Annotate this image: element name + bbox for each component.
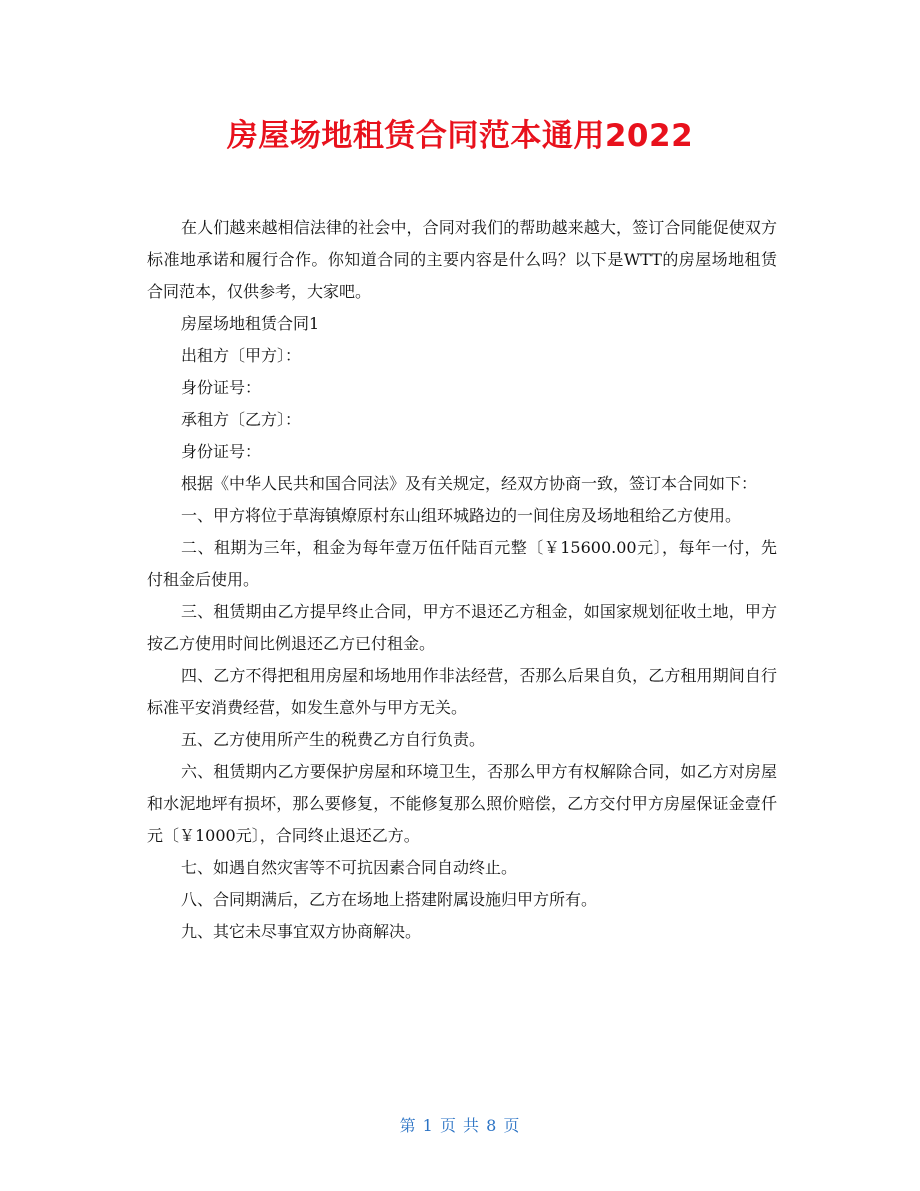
clause-2: 二、租期为三年，租金为每年壹万伍仟陆百元整〔￥15600.00元〕，每年一付，先付租金后使用。 xyxy=(147,538,777,589)
clause-7: 七、如遇自然灾害等不可抗因素合同自动终止。 xyxy=(181,858,518,877)
clause-3: 三、租赁期由乙方提早终止合同，甲方不退还乙方租金，如国家规划征收土地，甲方按乙方使用时间比例退还乙方已付租金。 xyxy=(147,602,777,653)
lessor-id-line: 身份证号： xyxy=(181,378,262,397)
clause-6: 六、租赁期内乙方要保护房屋和环境卫生，否那么甲方有权解除合同，如乙方对房屋和水泥地坪有损坏，那么要修复，不能修复那么照价赔偿，乙方交付甲方房屋保证金壹仟元〔￥1000元〕，合同终止退还乙方。 xyxy=(147,762,777,845)
clause-4: 四、乙方不得把租用房屋和场地用作非法经营，否那么后果自负，乙方租用期间自行标准平安消费经营，如发生意外与甲方无关。 xyxy=(147,666,777,717)
contract-heading: 房屋场地租赁合同1 xyxy=(181,314,320,333)
lessee-line: 承租方〔乙方〕： xyxy=(181,410,302,429)
clause-5: 五、乙方使用所产生的税费乙方自行负责。 xyxy=(181,730,486,749)
lessee-id-line: 身份证号： xyxy=(181,442,262,461)
page-number-footer: 第 1 页 共 8 页 xyxy=(399,1116,521,1135)
clause-8: 八、合同期满后，乙方在场地上搭建附属设施归甲方所有。 xyxy=(181,890,598,909)
document-title: 房屋场地租赁合同范本通用2022 xyxy=(226,118,694,154)
intro-paragraph: 在人们越来越相信法律的社会中，合同对我们的帮助越来越大，签订合同能促使双方标准地承诺和履行合作。你知道合同的主要内容是什么吗？以下是WTT的房屋场地租赁合同范本，仅供参考，大家吧。 xyxy=(147,218,777,301)
document-body xyxy=(147,212,777,948)
clause-1: 一、甲方将位于草海镇燎原村东山组环城路边的一间住房及场地租给乙方使用。 xyxy=(181,506,742,525)
clause-9: 九、其它未尽事宜双方协商解决。 xyxy=(181,922,422,941)
legal-basis-paragraph: 根据《中华人民共和国合同法》及有关规定，经双方协商一致，签订本合同如下： xyxy=(181,474,758,493)
lessor-line: 出租方〔甲方〕： xyxy=(181,346,302,365)
